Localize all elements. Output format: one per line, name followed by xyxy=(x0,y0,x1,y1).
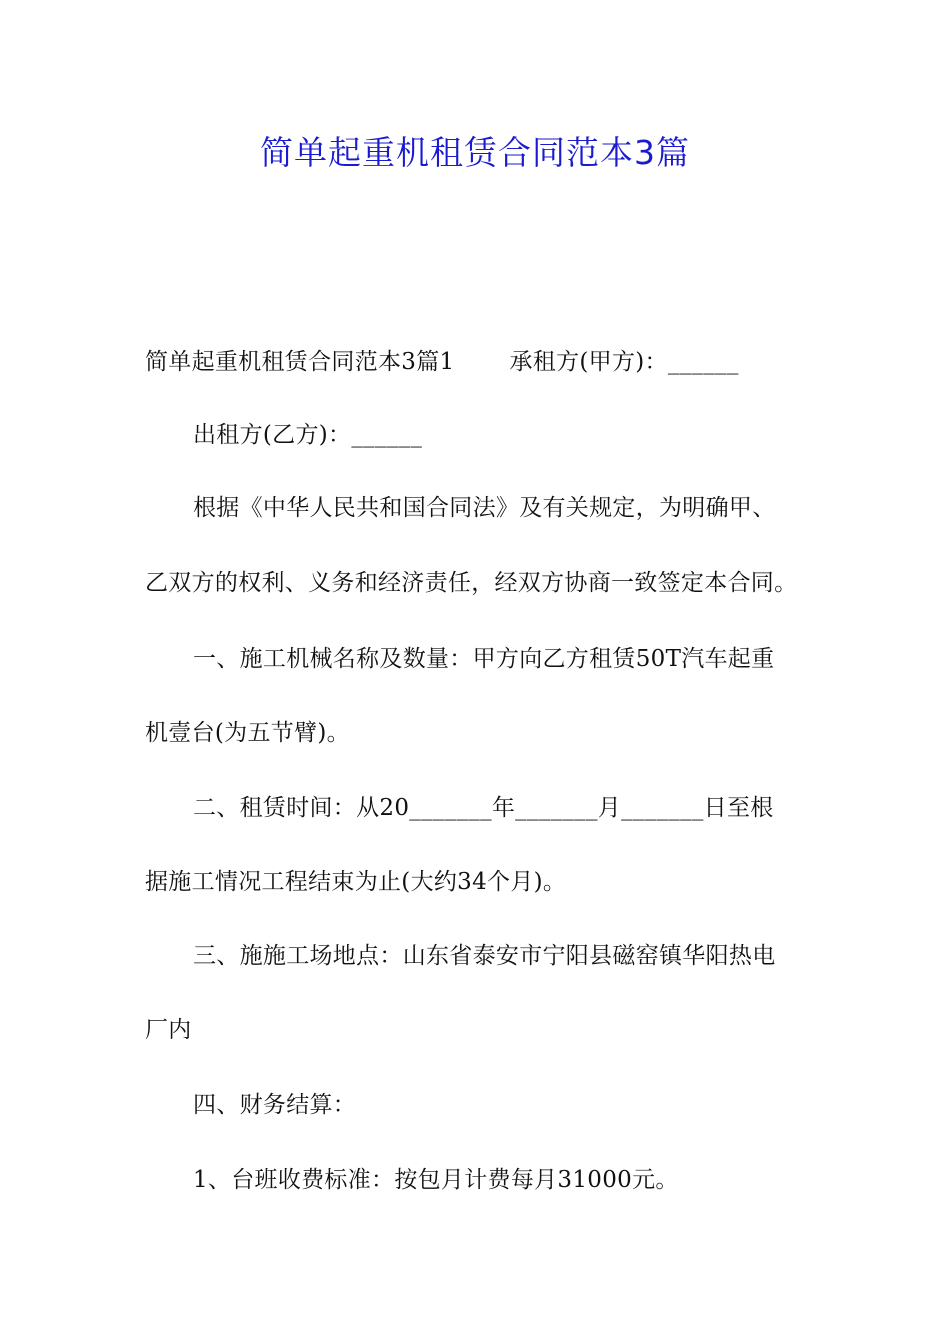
document-title: 简单起重机租赁合同范本3篇 xyxy=(260,133,690,172)
paragraph-line: 根据《中华人民共和国合同法》及有关规定，为明确甲、 xyxy=(193,495,776,521)
clause-2-line: 二、租赁时间：从20_______年_______月_______日至根 xyxy=(193,795,774,821)
lessee-field: 承租方(甲方)：______ xyxy=(509,349,739,375)
clause-4-item-1: 1、台班收费标准：按包月计费每月31000元。 xyxy=(193,1167,679,1193)
clause-3-line: 厂内 xyxy=(145,1017,192,1043)
clause-3-line: 三、施施工场地点：山东省泰安市宁阳县磁窑镇华阳热电 xyxy=(193,943,776,969)
clause-1-line: 一、施工机械名称及数量：甲方向乙方租赁50T汽车起重 xyxy=(193,646,775,672)
contract-intro-line xyxy=(145,342,810,382)
contract-heading-text: 简单起重机租赁合同范本3篇1 xyxy=(145,349,455,375)
clause-1-line: 机壹台(为五节臂)。 xyxy=(145,720,350,746)
lessor-field: 出租方(乙方)：______ xyxy=(193,422,423,448)
clause-2-line: 据施工情况工程结束为止(大约34个月)。 xyxy=(145,869,567,895)
clause-4-heading: 四、财务结算： xyxy=(193,1092,357,1118)
paragraph-line: 乙双方的权利、义务和经济责任，经双方协商一致签定本合同。 xyxy=(145,570,798,596)
